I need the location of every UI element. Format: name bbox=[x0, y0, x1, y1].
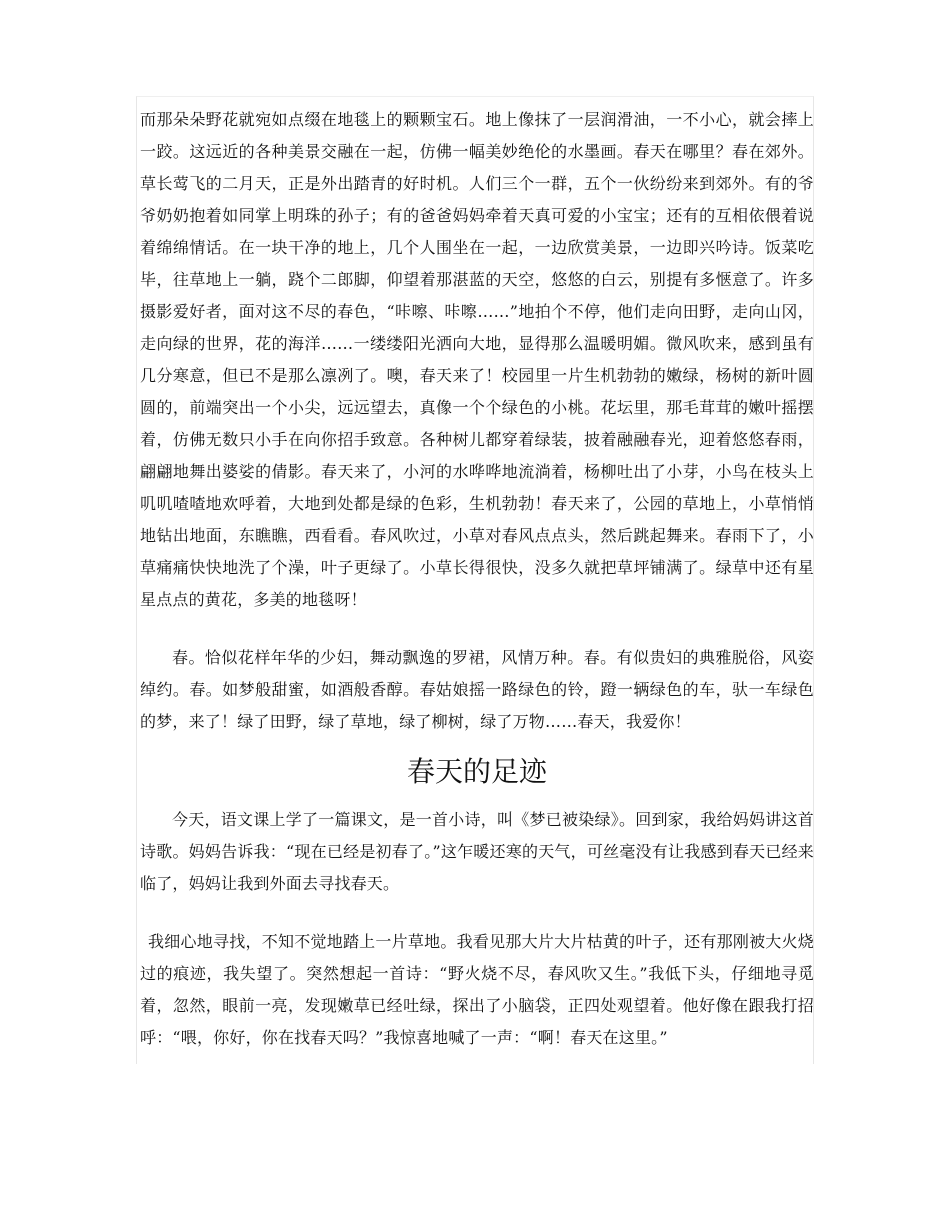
paragraph-spring-suburbs: 而那朵朵野花就宛如点缀在地毯上的颗颗宝石。地上像抹了一层润滑油，一不小心，就会摔上一跤。这远近的各种美景交融在一起，仿佛一幅美妙绝伦的水墨画。春天在哪里？春在郊外。草长莺飞的二月天，正是外出踏青的好时机。人们三个一群，五个一伙纷纷来到郊外。有的爷爷奶奶抱着如同掌上明珠的孙子；有的爸爸妈妈牵着天真可爱的小宝宝；还有的互相依偎着说着绵绵情话。在一块干净的地上，几个人围坐在一起，一边欣赏美景，一边即兴吟诗。饭菜吃毕，往草地上一躺，跷个二郎脚，仰望着那湛蓝的天空，悠悠的白云，别提有多惬意了。许多摄影爱好者，面对这不尽的春色，“咔嚓、咔嚓……”地拍个不停，他们走向田野，走向山冈，走向绿的世界，花的海洋……一缕缕阳光洒向大地，显得那么温暖明媚。微风吹来，感到虽有几分寒意，但已不是那么凛冽了。噢，春天来了！校园里一片生机勃勃的嫩绿，杨树的新叶圆圆的，前端突出一个小尖，远远望去，真像一个个绿色的小桃。花坛里，那毛茸茸的嫩叶摇摆着，仿佛无数只小手在向你招手致意。各种树儿都穿着绿装，披着融融春光，迎着悠悠春雨，翩翩地舞出婆娑的倩影。春天来了，小河的水哗哗地流淌着，杨柳吐出了小芽，小鸟在枝头上叽叽喳喳地欢呼着，大地到处都是绿的色彩，生机勃勃！春天来了，公园的草地上，小草悄悄地钻出地面，东瞧瞧，西看看。春风吹过，小草对春风点点头，然后跳起舞来。春雨下了，小草痛痛快快地洗了个澡，叶子更绿了。小草长得很快，没多久就把草坪铺满了。绿草中还有星星点点的黄花，多美的地毯呀！ bbox=[140, 110, 814, 609]
section-title: 春天的足迹 bbox=[406, 755, 547, 788]
paragraph-lesson: 今天，语文课上学了一篇课文，是一首小诗，叫《梦已被染绿》。回到家，我给妈妈讲这首诗歌。妈妈告诉我：“现在已经是初春了。”这乍暖还寒的天气，可丝毫没有让我感到春天已经来临了，妈妈让我到外面去寻找春天。 bbox=[140, 810, 814, 893]
paragraph-gap bbox=[140, 616, 814, 642]
paragraph-gap bbox=[140, 900, 814, 926]
paragraph-search: 我细心地寻找，不知不觉地踏上一片草地。我看见那大片大片枯黄的叶子，还有那刚被大火烧过的痕迹，我失望了。突然想起一首诗：“野火烧不尽，春风吹又生。”我低下头，仔细地寻觅着，忽然，眼前一亮，发现嫩草已经吐绿，探出了小脑袋，正四处观望着。他好像在跟我打招呼：“喂，你好，你在找春天吗？”我惊喜地喊了一声：“啊！春天在这里。” bbox=[140, 932, 814, 1047]
document-body bbox=[140, 104, 814, 1054]
paragraph-spring-ode: 春。恰似花样年华的少妇，舞动飘逸的罗裙，风情万种。春。有似贵妇的典雅脱俗，风姿绰约。春。如梦般甜蜜，如酒般香醇。春姑娘摇一路绿色的铃，蹬一辆绿色的车，驮一车绿色的梦，来了！绿了田野，绿了草地，绿了柳树，绿了万物……春天，我爱你！ bbox=[140, 648, 814, 731]
